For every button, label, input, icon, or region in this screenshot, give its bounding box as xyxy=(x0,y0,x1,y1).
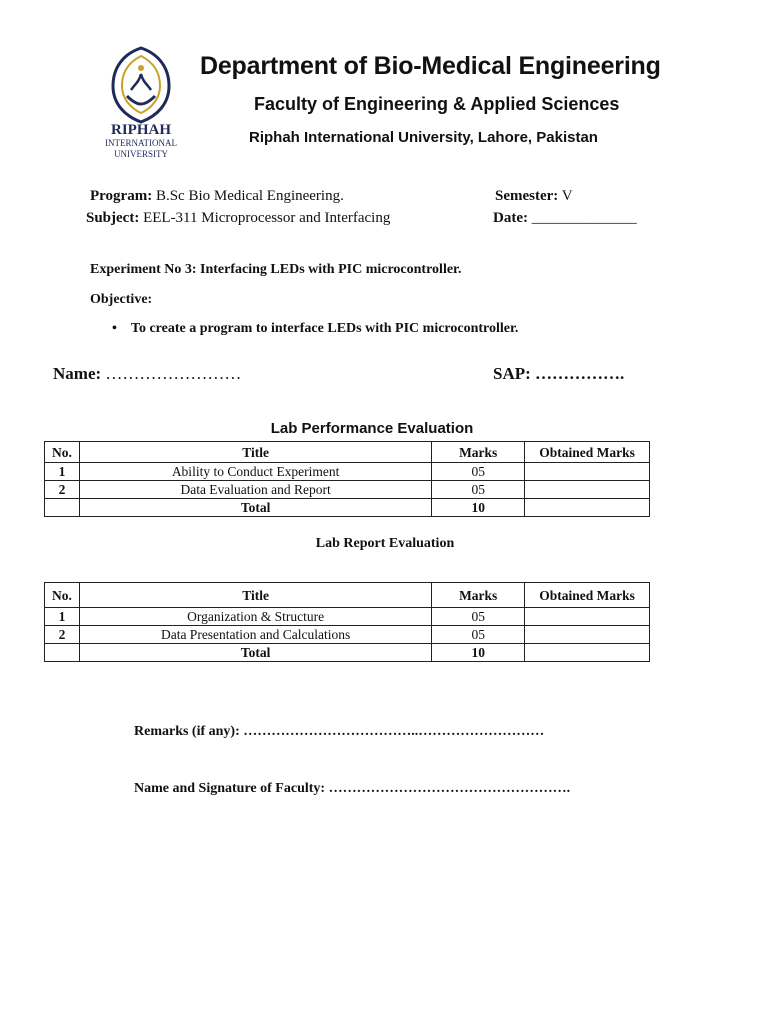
row-title: Data Evaluation and Report xyxy=(79,481,431,499)
header-obtained-marks: Obtained Marks xyxy=(525,442,650,463)
lab-performance-title: Lab Performance Evaluation xyxy=(270,420,474,437)
sap-label: SAP: xyxy=(493,364,531,383)
row-marks: 05 xyxy=(432,626,525,644)
signature-label: Name and Signature of Faculty: xyxy=(134,781,326,796)
table-header-row xyxy=(45,583,650,608)
sap-field: ……………. xyxy=(535,364,625,383)
lab-report-title: Lab Report Evaluation xyxy=(315,536,455,551)
table-row xyxy=(45,481,650,499)
row-no: 1 xyxy=(45,463,80,481)
total-label: Total xyxy=(79,644,431,662)
logo-text-university: UNIVERSITY xyxy=(114,149,168,159)
lab-report-table xyxy=(44,582,650,662)
table-row xyxy=(45,608,650,626)
objective-item xyxy=(112,321,518,337)
objective-text: To create a program to interface LEDs with PIC microcontroller. xyxy=(130,321,519,336)
table-row xyxy=(45,463,650,481)
program-line xyxy=(90,188,344,205)
subject-line xyxy=(86,210,390,227)
objective-label: Objective: xyxy=(90,292,153,307)
remarks-label: Remarks (if any): xyxy=(134,724,240,739)
row-obtained xyxy=(525,481,650,499)
row-marks: 05 xyxy=(432,608,525,626)
header-title: Title xyxy=(79,583,431,608)
row-no: 2 xyxy=(45,481,80,499)
row-marks: 05 xyxy=(432,463,525,481)
total-obtained xyxy=(525,499,650,517)
program-value: B.Sc Bio Medical Engineering. xyxy=(155,188,344,204)
student-sap-line xyxy=(493,364,624,384)
signature-field: ……………………………………………. xyxy=(328,781,571,796)
university-logo xyxy=(95,44,187,160)
university-title: Riphah International University, Lahore, Pakistan xyxy=(249,129,598,146)
row-no: 1 xyxy=(45,608,80,626)
header-no: No. xyxy=(45,442,80,463)
remarks-field: ………………………………..……………………… xyxy=(243,724,545,739)
table-row xyxy=(45,626,650,644)
header-title: Title xyxy=(79,442,431,463)
total-marks: 10 xyxy=(432,644,525,662)
header-no: No. xyxy=(45,583,80,608)
header-marks: Marks xyxy=(432,583,525,608)
student-name-line xyxy=(53,364,241,384)
program-label: Program: xyxy=(90,188,153,204)
remarks-line xyxy=(134,724,544,740)
row-obtained xyxy=(525,608,650,626)
total-no xyxy=(45,499,80,517)
row-title: Data Presentation and Calculations xyxy=(79,626,431,644)
total-obtained xyxy=(525,644,650,662)
date-line xyxy=(493,210,637,227)
experiment-title: Experiment No 3: Interfacing LEDs with PIC microcontroller. xyxy=(90,262,462,277)
total-label: Total xyxy=(79,499,431,517)
date-label: Date: xyxy=(493,210,528,226)
subject-value: EEL-311 Microprocessor and Interfacing xyxy=(143,210,391,226)
total-row xyxy=(45,499,650,517)
faculty-signature-line xyxy=(134,781,570,797)
header-marks: Marks xyxy=(432,442,525,463)
table-header-row xyxy=(45,442,650,463)
row-marks: 05 xyxy=(432,481,525,499)
total-no xyxy=(45,644,80,662)
bullet-icon: • xyxy=(112,321,117,336)
row-obtained xyxy=(525,463,650,481)
semester-line xyxy=(495,188,573,205)
semester-value: V xyxy=(561,188,573,204)
semester-label: Semester: xyxy=(495,188,559,204)
logo-text-international: INTERNATIONAL xyxy=(105,138,177,148)
name-label: Name: xyxy=(53,364,102,383)
row-title: Organization & Structure xyxy=(79,608,431,626)
row-obtained xyxy=(525,626,650,644)
subject-label: Subject: xyxy=(86,210,140,226)
header-obtained-marks: Obtained Marks xyxy=(525,583,650,608)
lab-performance-table xyxy=(44,441,650,517)
date-value: ______________ xyxy=(531,210,637,226)
faculty-title: Faculty of Engineering & Applied Sciences xyxy=(254,94,620,114)
department-title: Department of Bio-Medical Engineering xyxy=(200,52,661,80)
row-title: Ability to Conduct Experiment xyxy=(79,463,431,481)
total-row xyxy=(45,644,650,662)
logo-text-riphah: RIPHAH xyxy=(111,122,171,138)
name-field: …………………… xyxy=(105,364,242,383)
total-marks: 10 xyxy=(432,499,525,517)
row-no: 2 xyxy=(45,626,80,644)
